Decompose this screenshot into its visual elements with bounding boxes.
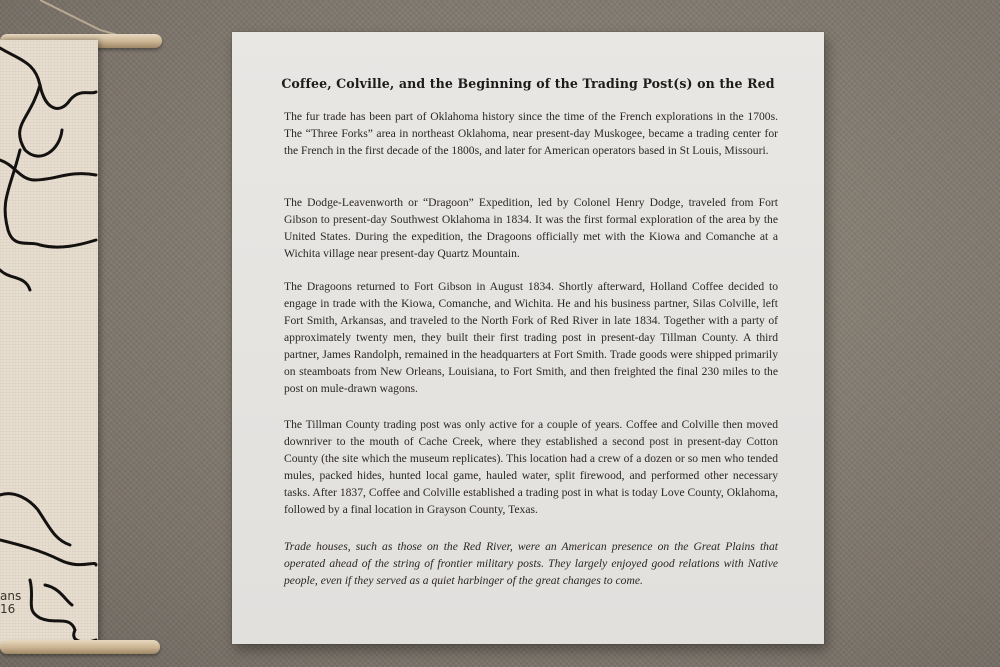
hanging-map	[0, 40, 98, 648]
map-caption-line-2: 16	[0, 602, 16, 616]
map-caption	[0, 590, 21, 616]
exhibit-panel	[232, 32, 824, 644]
paragraph-coffee-colville: The Dragoons returned to Fort Gibson in August 1834. Shortly afterward, Holland Coffee decided to engage in trade with the Kiowa, Comanche, and Wichita. He and his business partner, Silas Colville, left Fort Smith, Arkansas, and traveled to the North Fork of Red River in late 1834. Together with a party of approximately twenty men, they built their first trading post in present-day Tillman County. A third partner, James Randolph, remained in the headquarters at Fort Smith. Trade goods were shipped primarily on steamboats from New Orleans, Louisiana, to Fort Smith, and then freighted the final 230 miles to the post on mule-drawn wagons.	[284, 280, 778, 395]
paragraph-trade-houses-italic: Trade houses, such as those on the Red River, were an American presence on the Great Plains that operated ahead of the string of frontier military posts. They largely enjoyed good relations with Native people, even if they served as a quiet harbinger of the great changes to come.	[284, 540, 778, 587]
map-outline-drawing	[0, 40, 98, 648]
panel-title: Coffee, Colville, and the Beginning of the Trading Post(s) on the Red	[281, 76, 775, 91]
paragraph-fur-trade: The fur trade has been part of Oklahoma history since the time of the French explorations in the 1700s. The “Three Forks” area in northeast Oklahoma, near present-day Muskogee, became a trading center for the French in the first decade of the 1800s, and later for American operators based in St Louis, Missouri.	[284, 110, 778, 157]
map-caption-line-1: ans	[0, 589, 22, 603]
map-bottom-dowel	[0, 640, 160, 654]
paragraph-dragoon-expedition: The Dodge-Leavenworth or “Dragoon” Expedition, led by Colonel Henry Dodge, traveled from Fort Gibson to present-day Southwest Oklahoma in 1834. It was the first formal exploration of the area by the United States. During the expedition, the Dragoons officially met with the Kiowa and Comanche at a Wichita village near present-day Quartz Mountain.	[284, 196, 778, 260]
paragraph-tillman-county-post: The Tillman County trading post was only active for a couple of years. Coffee and Colville then moved downriver to the mouth of Cache Creek, where they established a second post in present-day Cotton County (the site which the museum replicates). This location had a crew of a dozen or so men who tended mules, packed hides, hunted local game, hauled water, split firewood, and performed other necessary tasks. After 1837, Coffee and Colville established a trading post in what is today Love County, Oklahoma, followed by a final location in Grayson County, Texas.	[284, 418, 778, 516]
